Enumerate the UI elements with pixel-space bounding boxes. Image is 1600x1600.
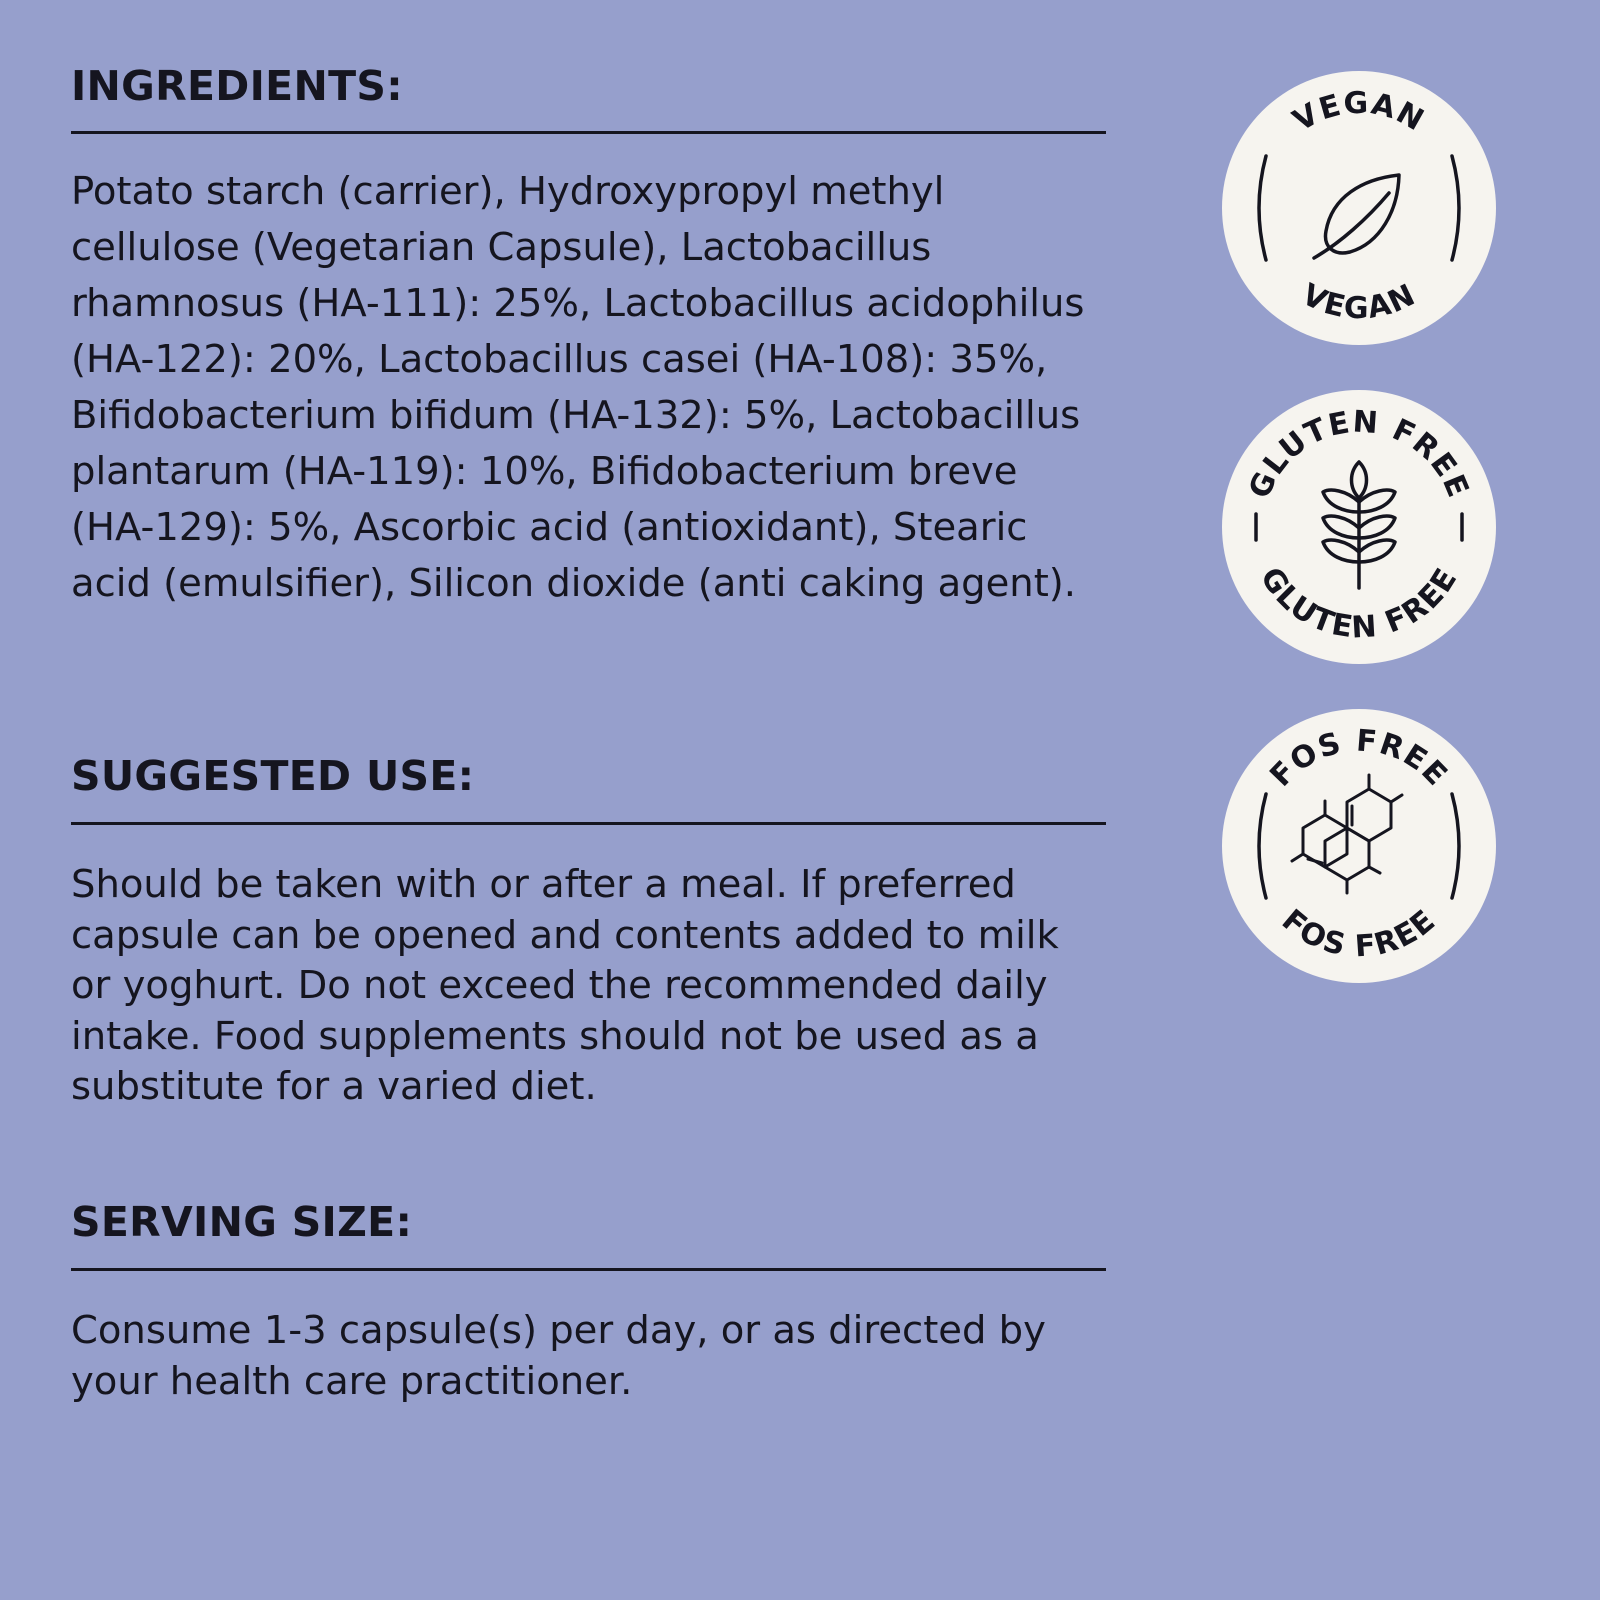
ingredients-text: Potato starch (carrier), Hydroxypropyl methyl cellulose (Vegetarian Capsule), Lactobacillus rhamnosus (HA-111): 25%, Lactobacillus acidophilus (HA-122): 20%, Lactobacillus casei (HA-108): 35%, Bifidobacterium bifidum (HA-132): 5%, Lactobacillus plantarum (HA-119): 10%, Bifidobacterium breve (HA-129): 5%, Ascorbic acid (antioxidant), Stearic acid (emulsifier), Silicon dioxide (anti caking agent).: [71, 169, 1085, 606]
suggested-use-text: Should be taken with or after a meal. If preferred capsule can be opened and contents added to milk or yoghurt. Do not exceed the recommended daily intake. Food supplements should not be used as a substitute for a varied diet.: [71, 862, 1059, 1109]
gluten-free-bottom-label: GLUTEN FREE: [1252, 561, 1465, 646]
ingredients-heading: INGREDIENTS:: [71, 62, 403, 110]
gluten-free-badge: [1222, 390, 1496, 664]
vegan-bottom-label: VEGAN: [1296, 277, 1422, 327]
serving-size-divider: [71, 1268, 1106, 1271]
fos-free-top-label: FOS FREE: [1263, 723, 1455, 794]
fos-free-bottom-label: FOS FREE: [1275, 902, 1443, 965]
suggested-use-divider: [71, 822, 1106, 825]
suggested-use-heading: SUGGESTED USE:: [71, 752, 475, 800]
ingredients-divider: [71, 131, 1106, 134]
vegan-top-label: VEGAN: [1287, 85, 1431, 139]
vegan-badge: [1222, 71, 1496, 345]
serving-size-heading: SERVING SIZE:: [71, 1198, 413, 1246]
gluten-free-top-label: GLUTEN FREE: [1242, 404, 1476, 504]
fos-free-badge: [1222, 709, 1496, 983]
serving-size-text: Consume 1-3 capsule(s) per day, or as directed by your health care practitioner.: [71, 1308, 1046, 1404]
